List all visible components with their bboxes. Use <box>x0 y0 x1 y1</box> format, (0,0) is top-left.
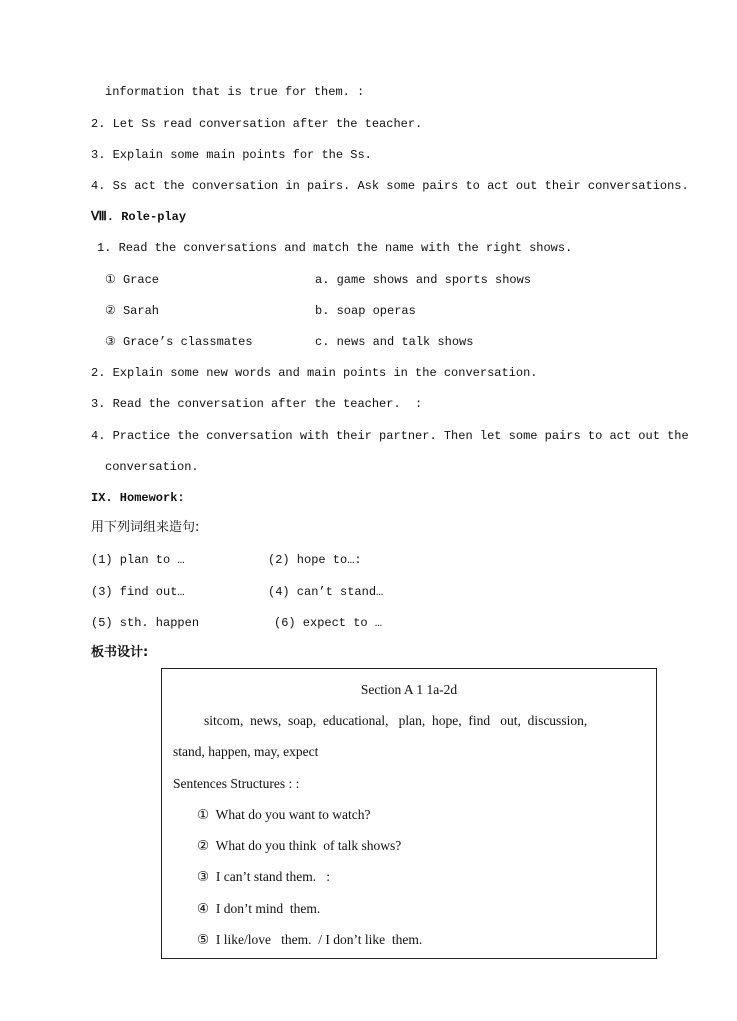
role-play-step-2: 2. Explain some new words and main points in the conversation. <box>91 366 538 380</box>
blackboard-design-box <box>161 668 657 959</box>
board-vocabulary-line-1: sitcom, news, soap, educational, plan, hope, find out, discussion, <box>204 713 588 728</box>
board-sentence-2: ② What do you think of talk shows? <box>197 838 402 853</box>
board-structures-heading: Sentences Structures : : <box>173 776 300 791</box>
line-information: information that is true for them. : <box>105 85 365 99</box>
role-play-step-3: 3. Read the conversation after the teacher. : <box>91 397 423 411</box>
board-sentence-3: ③ I can’t stand them. : <box>197 869 330 884</box>
homework-item-2: (2) hope to…: <box>268 553 362 567</box>
match-show-c: c. news and talk shows <box>315 335 474 349</box>
match-show-b: b. soap operas <box>315 304 416 318</box>
role-play-step-4-continued: conversation. <box>105 460 199 474</box>
section-role-play-heading: Ⅷ. Role-play <box>91 210 187 224</box>
role-play-step-1: 1. Read the conversations and match the name with the right shows. <box>97 241 573 255</box>
board-vocabulary-line-2: stand, happen, may, expect <box>173 744 319 759</box>
blackboard-design-heading: 板书设计: <box>91 645 149 660</box>
homework-item-3: (3) find out… <box>91 585 185 599</box>
match-name-3: ③ Grace’s classmates <box>105 335 253 349</box>
step-4-act: 4. Ss act the conversation in pairs. Ask some pairs to act out their conversations. <box>91 179 689 193</box>
homework-item-5: (5) sth. happen <box>91 616 200 630</box>
match-show-a: a. game shows and sports shows <box>315 273 532 287</box>
section-homework-heading: IX. Homework: <box>91 491 185 505</box>
homework-item-6: (6) expect to … <box>274 616 383 630</box>
board-title: Section A 1 1a-2d <box>360 682 458 697</box>
board-sentence-5: ⑤ I like/love them. / I don’t like them. <box>197 932 423 947</box>
homework-instruction: 用下列词组来造句: <box>91 520 200 535</box>
homework-item-1: (1) plan to … <box>91 553 185 567</box>
match-name-2: ② Sarah <box>105 304 159 318</box>
role-play-step-4: 4. Practice the conversation with their partner. Then let some pairs to act out the <box>91 429 689 443</box>
step-2-read: 2. Let Ss read conversation after the teacher. <box>91 117 423 131</box>
step-3-explain: 3. Explain some main points for the Ss. <box>91 148 372 162</box>
homework-item-4: (4) can’t stand… <box>268 585 384 599</box>
board-sentence-1: ① What do you want to watch? <box>197 807 371 822</box>
match-name-1: ① Grace <box>105 273 159 287</box>
board-sentence-4: ④ I don’t mind them. <box>197 901 321 916</box>
